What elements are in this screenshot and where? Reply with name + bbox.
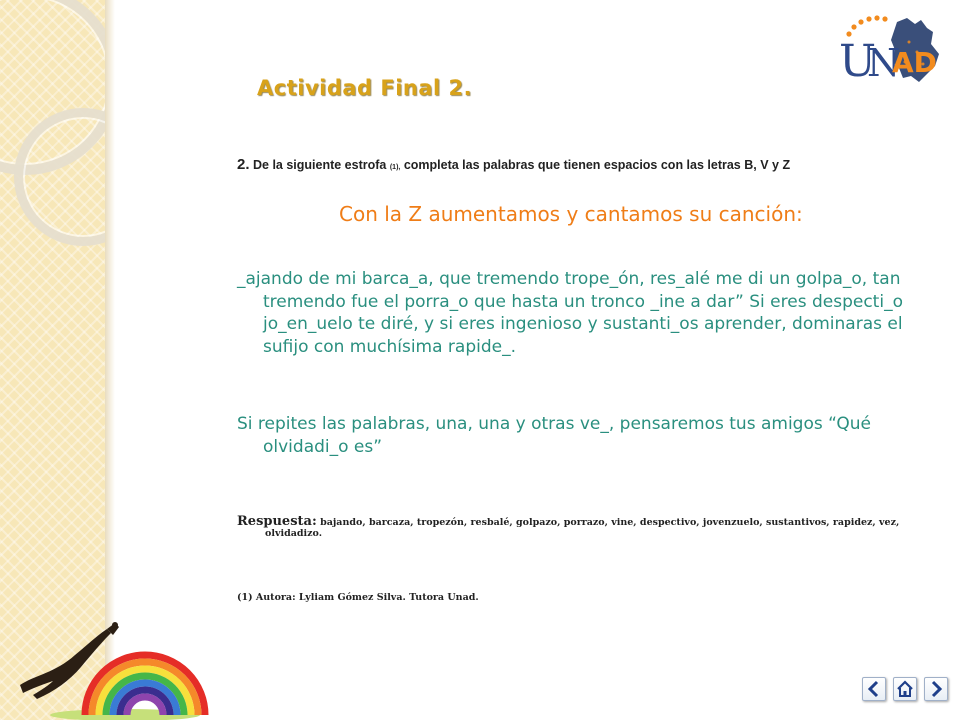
section-heading: Con la Z aumentamos y cantamos su canción: xyxy=(339,202,803,226)
instruction-text xyxy=(237,156,790,173)
exercise-paragraph-1: _ajando de mi barca_a, que tremendo trope_ón, res_alé me di un golpa_o, tan tremendo fue el porra_o que hasta un tronco _ine a dar” Si eres despecti_o jo_en_uelo te diré, y si eres ingenioso y sustanti_os aprender, dominaras el sufijo con muchísima rapide_. xyxy=(237,269,903,357)
logo-dots-arc xyxy=(846,15,887,36)
chevron-left-icon xyxy=(865,680,883,698)
previous-slide-button[interactable] xyxy=(862,677,886,701)
instruction-text-after: completa las palabras que tienen espacios con las letras B, V y Z xyxy=(400,158,791,172)
answer-block xyxy=(237,516,905,539)
exercise-paragraph-2: Si repites las palabras, una, una y otras ve_, pensaremos tus amigos “Qué olvidadi_o es” xyxy=(237,414,871,457)
footnote: (1) Autora: Lyliam Gómez Silva. Tutora Unad. xyxy=(237,592,479,603)
slide-title: Actividad Final 2. xyxy=(257,76,473,100)
answer-label: Respuesta: xyxy=(237,514,317,529)
instruction-number: 2. xyxy=(237,156,250,173)
rainbow-clipart xyxy=(15,615,215,720)
logo-letter-u: U xyxy=(839,36,877,87)
home-icon xyxy=(896,680,914,698)
sidebar-edge xyxy=(105,0,115,720)
decorative-sidebar xyxy=(0,0,105,720)
footnote-reference: (1), xyxy=(389,164,401,171)
next-slide-button[interactable] xyxy=(924,677,948,701)
answer-text: bajando, barcaza, tropezón, resbalé, golpazo, porrazo, vine, despectivo, jovenzuelo, sustantivos, rapidez, vez, olvidadizo. xyxy=(265,517,900,539)
logo-letter-n: N xyxy=(867,41,901,85)
home-button[interactable] xyxy=(893,677,917,701)
chevron-right-icon xyxy=(927,680,945,698)
logo-letters-ad: AD xyxy=(892,46,937,79)
unad-logo xyxy=(835,12,945,87)
instruction-text-before: De la siguiente estrofa xyxy=(249,158,390,172)
